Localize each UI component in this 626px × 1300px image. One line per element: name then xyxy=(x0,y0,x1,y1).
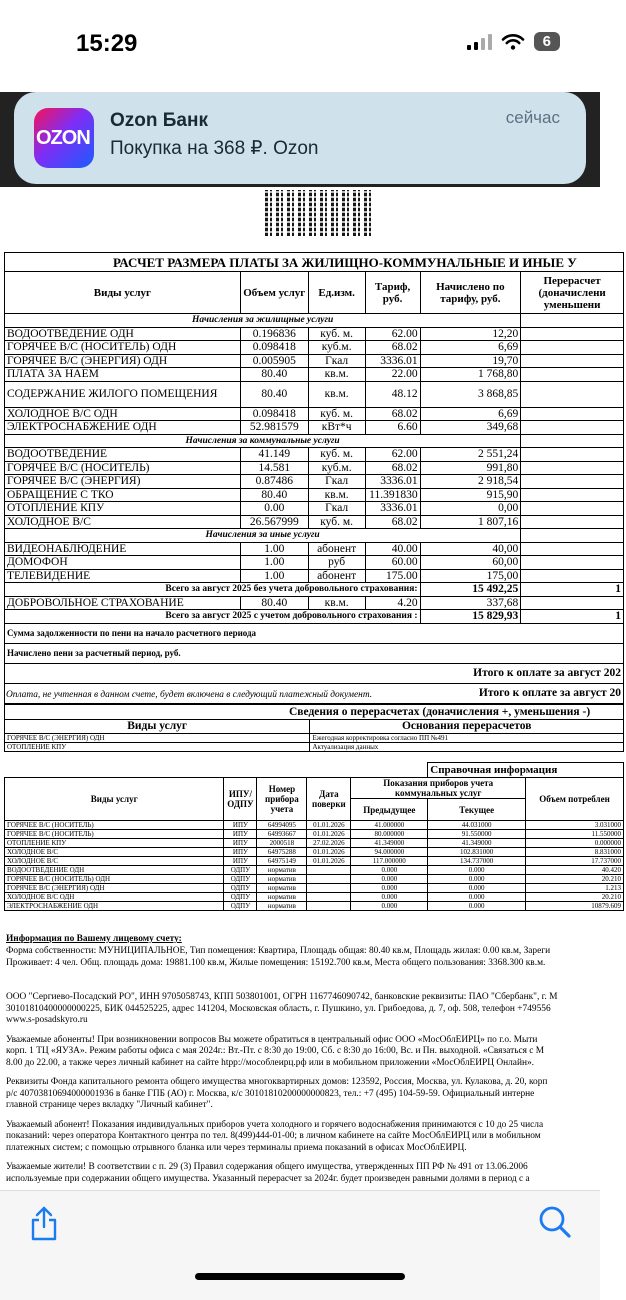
cell-name: ДОМОФОН xyxy=(5,556,241,570)
cell-vol: 0.005905 xyxy=(240,354,308,368)
reference-cell-date: 27.02.2026 xyxy=(307,839,351,848)
cell-sum: 2 551,24 xyxy=(420,448,521,462)
reference-cell-num: 2000518 xyxy=(257,839,307,848)
reference-cell-cur: 134.737000 xyxy=(428,857,526,866)
cell-recalc xyxy=(521,421,624,435)
cell-unit: куб.м. xyxy=(308,461,365,475)
reference-h_vol: Объем потреблен xyxy=(526,778,624,821)
cell-name: ПЛАТА ЗА НАЕМ xyxy=(5,368,241,382)
reference-cell-prev: 94.000000 xyxy=(351,848,428,857)
footer-line: Уважаемые жители! В соответствии с п. 29 (3) Правил содержания общего имущества, утвержденных ПП РФ № 491 от 13.06.2006 xyxy=(6,1162,528,1172)
cell-sum: 40,00 xyxy=(420,542,521,556)
cell-sum: 1 768,80 xyxy=(420,368,521,382)
cell-recalc xyxy=(521,542,624,556)
penalty-debt-row-text: Сумма задолженности по пени на начало расчетного периода xyxy=(5,623,624,643)
reference-h_services: Виды услуг xyxy=(5,778,224,821)
header-volume: Объем услуг xyxy=(240,272,308,314)
cell-unit: Гкал xyxy=(308,502,365,516)
cell-recalc xyxy=(521,341,624,355)
reference-row xyxy=(5,875,624,884)
total-label: Всего за август 2025 с учетом добровольного страхования : xyxy=(5,610,421,624)
reference-cell-type: ИПУ xyxy=(224,857,257,866)
cell-sum: 19,70 xyxy=(420,354,521,368)
reference-cell-prev: 0.000 xyxy=(351,884,428,893)
wifi-icon xyxy=(502,34,524,50)
reference-table xyxy=(4,762,624,911)
service-row xyxy=(5,421,624,435)
service-row xyxy=(5,569,624,583)
cell-unit: Гкал xyxy=(308,354,365,368)
cell-tariff: 62.00 xyxy=(365,448,420,462)
notification-time: сейчас xyxy=(505,108,560,127)
reference-cell-service: ГОРЯЧЕЕ В/С (НОСИТЕЛЬ) ОДН xyxy=(5,875,224,884)
cell-unit: кв.м. xyxy=(308,381,365,407)
reference-cell-vol: 17.737000 xyxy=(526,857,624,866)
cell-recalc xyxy=(521,502,624,516)
account-line: Проживает: 4 чел. Общ. площадь дома: 19881.100 кв.м, Жилые помещения: 15192.700 кв.м, Места общего пользования: 3368.300 кв.м. xyxy=(6,958,546,968)
reference-cell-type: ОДПУ xyxy=(224,884,257,893)
cell-name: ВОДООТВЕДЕНИЕ xyxy=(5,448,241,462)
footer-line: Реквизиты Фонда капитального ремонта общего имущества многоквартирных домов: 123592, Россия, Москва, ул. Кулакова, д. 20, корп xyxy=(6,1077,548,1087)
reference-cell-service: ХОЛОДНОЕ В/С xyxy=(5,857,224,866)
section-recalc-cell xyxy=(521,434,624,448)
service-row xyxy=(5,542,624,556)
reference-cell-service: ЭЛЕКТРОСНАБЖЕНИЕ ОДН xyxy=(5,902,224,911)
reference-title-row xyxy=(5,763,624,778)
cell-recalc xyxy=(521,407,624,421)
cell-name: ВОДООТВЕДЕНИЕ ОДН xyxy=(5,327,241,341)
section-row xyxy=(5,434,624,448)
cell-name: ВИДЕОНАБЛЮДЕНИЕ xyxy=(5,542,241,556)
recalc-reason: Ежегодная корректировка согласно ПП №491 xyxy=(310,733,624,742)
bottom-toolbar xyxy=(0,1190,600,1300)
reference-row xyxy=(5,857,624,866)
reference-cell-num: 64975149 xyxy=(257,857,307,866)
share-icon[interactable] xyxy=(28,1205,60,1241)
service-row xyxy=(5,327,624,341)
cell-name: ГОРЯЧЕЕ В/С (ЭНЕРГИЯ) xyxy=(5,475,241,489)
reference-cell-cur: 44.031000 xyxy=(428,821,526,830)
footer-line: 8.00 до 22.00, а также через личный кабинет на сайте htpp://мособлеирц.рф или в мобильном приложении «МосОблЕИРЦ Онлайн». xyxy=(6,1057,535,1068)
reference-cell-type: ОДПУ xyxy=(224,875,257,884)
cell-vol: 52.981579 xyxy=(240,421,308,435)
total-sum: 15 829,93 xyxy=(420,610,521,624)
cell-unit: Гкал xyxy=(308,475,365,489)
unpaid-note: Оплата, не учтенная в данном счете, будет включена в следующий платежный документ. xyxy=(6,690,373,700)
service-row xyxy=(5,448,624,462)
notification-message: Покупка на 368 ₽. Ozon xyxy=(110,138,319,159)
cell-vol: 80.40 xyxy=(240,488,308,502)
reference-cell-service: ГОРЯЧЕЕ В/С (НОСИТЕЛЬ) xyxy=(5,830,224,839)
total-without-insurance xyxy=(5,583,624,597)
cell-name: ГОРЯЧЕЕ В/С (ЭНЕРГИЯ) ОДН xyxy=(5,354,241,368)
total-sum: 15 492,25 xyxy=(420,583,521,597)
status-bar xyxy=(0,0,600,92)
reference-h_cur: Текущее xyxy=(428,799,526,821)
cell-tariff: 3336.01 xyxy=(365,475,420,489)
cell-unit: абонент xyxy=(308,569,365,583)
cell-sum: 6,69 xyxy=(420,341,521,355)
cell-tariff: 4.20 xyxy=(365,596,420,610)
reference-title: Справочная информация xyxy=(428,763,624,778)
reference-cell-vol: 0.000000 xyxy=(526,839,624,848)
cell-vol: 1.00 xyxy=(240,569,308,583)
reference-row xyxy=(5,893,624,902)
cell-unit: кв.м. xyxy=(308,488,365,502)
service-row xyxy=(5,407,624,421)
cell-tariff: 6.60 xyxy=(365,421,420,435)
total-extra: 1 xyxy=(521,610,624,624)
section-recalc-cell xyxy=(521,314,624,328)
service-row xyxy=(5,502,624,516)
reference-cell-prev: 41.000000 xyxy=(351,821,428,830)
cell-sum: 991,80 xyxy=(420,461,521,475)
reference-h_date: Дата поверки xyxy=(307,778,351,821)
header-unit: Ед.изм. xyxy=(308,272,365,314)
reference-cell-service: ГОРЯЧЕЕ В/С (НОСИТЕЛЬ) xyxy=(5,821,224,830)
footer-line: главной странице через вкладку "Личный кабинет". xyxy=(6,1100,213,1110)
footer-line: 30101810400000000225, БИК 044525225, адрес 141204, Московская область, г. Пушкино, ул. Грибоедова, д. 7, оф. 508, телефон +749556 xyxy=(6,1003,551,1014)
charges-header xyxy=(5,272,624,314)
recalc-table xyxy=(4,704,624,752)
cell-sum: 2 918,54 xyxy=(420,475,521,489)
clock: 15:29 xyxy=(76,30,138,57)
cell-vol: 80.40 xyxy=(240,596,308,610)
reference-cell-cur: 102.831000 xyxy=(428,848,526,857)
pay-total-row-2-text: Итого к оплате за август 20 xyxy=(5,683,624,703)
reference-cell-type: ИПУ xyxy=(224,830,257,839)
cell-name: ДОБРОВОЛЬНОЕ СТРАХОВАНИЕ xyxy=(5,596,241,610)
reference-cell-type: ОДПУ xyxy=(224,902,257,911)
cell-unit: абонент xyxy=(308,542,365,556)
reference-cell-date xyxy=(307,875,351,884)
reference-cell-cur: 41.349000 xyxy=(428,839,526,848)
reference-cell-prev: 41.349000 xyxy=(351,839,428,848)
cell-unit: куб. м. xyxy=(308,407,365,421)
reference-cell-prev: 0.000 xyxy=(351,875,428,884)
cell-unit: руб xyxy=(308,556,365,570)
cell-sum: 60,00 xyxy=(420,556,521,570)
cell-tariff: 60.00 xyxy=(365,556,420,570)
reference-cell-cur: 0.000 xyxy=(428,875,526,884)
reference-h_prev: Предыдущее xyxy=(351,799,428,821)
header-accrued: Начислено по тарифу, руб. xyxy=(420,272,521,314)
account-info-title: Информация по Вашему лицевому счету: xyxy=(6,934,182,944)
reference-cell-type: ИПУ xyxy=(224,848,257,857)
penalty-accrued-row-text: Начислено пени за расчетный период, руб. xyxy=(5,643,624,663)
cell-tariff: 68.02 xyxy=(365,341,420,355)
section-label: Начисления за жилищные услуги xyxy=(5,314,521,328)
recalc-service: ОТОПЛЕНИЕ КПУ xyxy=(5,742,310,751)
reference-cell-date xyxy=(307,884,351,893)
cell-name: СОДЕРЖАНИЕ ЖИЛОГО ПОМЕЩЕНИЯ xyxy=(5,381,241,407)
ozon-app-icon xyxy=(34,108,94,168)
reference-cell-type: ОДПУ xyxy=(224,866,257,875)
header-tariff: Тариф, руб. xyxy=(365,272,420,314)
reference-cell-service: ХОЛОДНОЕ В/С ОДН xyxy=(5,893,224,902)
cell-name: ХОЛОДНОЕ В/С xyxy=(5,515,241,529)
reference-cell-type: ИПУ xyxy=(224,839,257,848)
reference-cell-date: 01.01.2026 xyxy=(307,857,351,866)
cell-unit: куб. м. xyxy=(308,327,365,341)
reference-cell-num: норматив xyxy=(257,875,307,884)
recalc-service: ГОРЯЧЕЕ В/С (ЭНЕРГИЯ) ОДН xyxy=(5,733,310,742)
service-row xyxy=(5,488,624,502)
cell-name: ТЕЛЕВИДЕНИЕ xyxy=(5,569,241,583)
recalc-row xyxy=(5,733,624,742)
footer-line: показаний: через оператора Контактного центра по тел. 8(499)444-01-00; в личном кабинете на сайте МосОблЕИРЦ или в мобильном xyxy=(6,1131,541,1141)
recalc-col-services: Виды услуг xyxy=(5,720,310,734)
reference-cell-date: 01.01.2026 xyxy=(307,821,351,830)
recalc-col-reasons: Основания перерасчетов xyxy=(310,720,624,734)
reference-cell-service: ХОЛОДНОЕ В/С xyxy=(5,848,224,857)
reference-cell-num: 64975288 xyxy=(257,848,307,857)
cellular-signal-icon xyxy=(467,34,492,50)
cell-vol: 14.581 xyxy=(240,461,308,475)
cell-recalc xyxy=(521,569,624,583)
reference-cell-cur: 0.000 xyxy=(428,893,526,902)
cell-vol: 0.00 xyxy=(240,502,308,516)
account-line: Форма собственности: МУНИЦИПАЛЬНОЕ, Тип помещения: Квартира, Площадь общая: 80.40 кв.м, Площадь жилая: 0.00 кв.м, Зареги xyxy=(6,946,551,956)
reference-h_readings: Показания приборов учета коммунальных услуг xyxy=(351,778,526,799)
cell-recalc xyxy=(521,368,624,382)
reference-cell-num: норматив xyxy=(257,893,307,902)
reference-row xyxy=(5,839,624,848)
cell-sum: 6,69 xyxy=(420,407,521,421)
footer-line: корп. 1 ТЦ «ЯУЗА». Режим работы офиса с мая 2024г.: Вт.-Пт. с 8:30 до 19:00, Сб. с 8:30 до 16:00, Вс. и Пн. выходной. «Связаться с М xyxy=(6,1046,545,1056)
cell-name: ГОРЯЧЕЕ В/С (НОСИТЕЛЬ) xyxy=(5,461,241,475)
footer-line: www.s-posadskyro.ru xyxy=(6,1015,88,1025)
cell-tariff: 175.00 xyxy=(365,569,420,583)
cell-vol: 80.40 xyxy=(240,381,308,407)
cell-recalc xyxy=(521,596,624,610)
reference-cell-vol: 1.213 xyxy=(526,884,624,893)
cell-vol: 0.196836 xyxy=(240,327,308,341)
cell-recalc xyxy=(521,515,624,529)
cell-tariff: 40.00 xyxy=(365,542,420,556)
notification-banner[interactable] xyxy=(14,92,586,184)
total-with-insurance xyxy=(5,610,624,624)
cell-vol: 1.00 xyxy=(240,556,308,570)
cell-tariff: 48.12 xyxy=(365,381,420,407)
cell-recalc xyxy=(521,448,624,462)
footer-line: используемые при содержании общего имущества. Указанный перерасчет за 2024г. будет произведен равными долями в период с а xyxy=(6,1173,530,1184)
reference-cell-vol: 40.420 xyxy=(526,866,624,875)
footer-line: ООО "Сергиево-Посадский РО", ИНН 9705058743, КПП 503801001, ОГРН 1167746090742, банковские реквизиты: ПАО "Сбербанк", г. М xyxy=(6,992,558,1002)
cell-sum: 0,00 xyxy=(420,502,521,516)
reference-cell-service: ОТОПЛЕНИЕ КПУ xyxy=(5,839,224,848)
reference-h_ipu: ИПУ/ ОДПУ xyxy=(224,778,257,821)
header-services: Виды услуг xyxy=(5,272,241,314)
cell-sum: 3 868,85 xyxy=(420,381,521,407)
cell-recalc xyxy=(521,461,624,475)
cell-tariff: 11.391830 xyxy=(365,488,420,502)
reference-cell-num: 64993667 xyxy=(257,830,307,839)
cell-unit: куб.м. xyxy=(308,341,365,355)
service-row xyxy=(5,515,624,529)
reference-cell-prev: 0.000 xyxy=(351,893,428,902)
notification-title: Ozon Банк xyxy=(110,110,208,131)
cell-vol: 0.098418 xyxy=(240,407,308,421)
cell-recalc xyxy=(521,381,624,407)
cell-tariff: 3336.01 xyxy=(365,502,420,516)
service-row xyxy=(5,556,624,570)
penalty-debt-row xyxy=(5,623,624,643)
reference-row xyxy=(5,884,624,893)
reference-cell-date: 01.01.2026 xyxy=(307,848,351,857)
reference-row xyxy=(5,848,624,857)
cell-unit: куб. м. xyxy=(308,515,365,529)
reference-cell-vol: 20.210 xyxy=(526,893,624,902)
header-recalc: Перерасчет (доначислени уменьшени xyxy=(521,272,624,314)
section-label: Начисления за коммунальные услуги xyxy=(5,434,521,448)
cell-sum: 337,68 xyxy=(420,596,521,610)
reference-cell-prev: 80.000000 xyxy=(351,830,428,839)
cell-tariff: 68.02 xyxy=(365,461,420,475)
reference-cell-prev: 117.000000 xyxy=(351,857,428,866)
ozon-logo-text: OZON xyxy=(36,127,90,149)
reference-cell-type: ИПУ xyxy=(224,821,257,830)
cell-sum: 1 807,16 xyxy=(420,515,521,529)
qr-code xyxy=(265,190,373,236)
document-viewer[interactable] xyxy=(0,190,621,1190)
recalc-row xyxy=(5,742,624,751)
reference-title-spacer xyxy=(5,763,428,778)
cell-unit: куб. м. xyxy=(308,448,365,462)
reference-row xyxy=(5,902,624,911)
cell-name: ЭЛЕКТРОСНАБЖЕНИЕ ОДН xyxy=(5,421,241,435)
reference-cell-cur: 91.550000 xyxy=(428,830,526,839)
cell-sum: 915,90 xyxy=(420,488,521,502)
cell-vol: 26.567999 xyxy=(240,515,308,529)
reference-header xyxy=(5,778,624,799)
recalc-title: Сведения о перерасчетах (доначисления +, уменьшения -) xyxy=(5,705,624,720)
footer-line: Уважаемые абоненты! При возникновении вопросов Вы можете обратиться в центральный офис ООО «МосОблЕИРЦ» по г.о. Мыти xyxy=(6,1034,538,1045)
pay-total-row-1 xyxy=(5,663,624,683)
charges-table xyxy=(4,271,624,704)
penalty-accrued-row xyxy=(5,643,624,663)
reference-cell-cur: 0.000 xyxy=(428,866,526,875)
reference-cell-prev: 0.000 xyxy=(351,866,428,875)
cell-vol: 0.098418 xyxy=(240,341,308,355)
cell-sum: 175,00 xyxy=(420,569,521,583)
reference-cell-num: 64994095 xyxy=(257,821,307,830)
reference-cell-service: ВОДООТВЕДЕНИЕ ОДН xyxy=(5,866,224,875)
reference-cell-num: норматив xyxy=(257,884,307,893)
insurance-row xyxy=(5,596,624,610)
status-icons xyxy=(467,32,560,51)
service-row xyxy=(5,475,624,489)
footer-line: платежных систем; с помощью отрывного бланка или через терминалы приема показаний в офисах МосОблЕИРЦ. xyxy=(6,1142,467,1153)
cell-tariff: 22.00 xyxy=(365,368,420,382)
cell-sum: 12,20 xyxy=(420,327,521,341)
reference-cell-date: 01.01.2026 xyxy=(307,830,351,839)
cell-vol: 41.149 xyxy=(240,448,308,462)
reference-cell-type: ОДПУ xyxy=(224,893,257,902)
recalc-reason: Актуализация данных xyxy=(310,742,624,751)
section-row xyxy=(5,314,624,328)
cell-vol: 80.40 xyxy=(240,368,308,382)
footer-line: р/с 40703810694000001936 в банке ГПБ (АО) г. Москва, к/с 30101810200000000823, тел.: +7 (495) 104-59-59. Официальный интерне xyxy=(6,1088,535,1099)
cell-recalc xyxy=(521,475,624,489)
reference-row xyxy=(5,866,624,875)
cell-name: ОБРАЩЕНИЕ С ТКО xyxy=(5,488,241,502)
cell-tariff: 68.02 xyxy=(365,407,420,421)
battery-icon: 6 xyxy=(534,32,560,51)
reference-cell-num: норматив xyxy=(257,902,307,911)
section-label: Начисления за иные услуги xyxy=(5,529,521,543)
reference-cell-vol: 10879.609 xyxy=(526,902,624,911)
total-extra: 1 xyxy=(521,583,624,597)
home-indicator[interactable] xyxy=(195,1273,405,1280)
cell-name: ОТОПЛЕНИЕ КПУ xyxy=(5,502,241,516)
search-icon[interactable] xyxy=(538,1205,572,1239)
reference-cell-vol: 3.031000 xyxy=(526,821,624,830)
cell-tariff: 68.02 xyxy=(365,515,420,529)
reference-cell-num: норматив xyxy=(257,866,307,875)
service-row xyxy=(5,368,624,382)
cell-sum: 349,68 xyxy=(420,421,521,435)
pay-total-row-1-text: Итого к оплате за август 202 xyxy=(5,663,624,683)
document-title: РАСЧЕТ РАЗМЕРА ПЛАТЫ ЗА ЖИЛИЩНО-КОММУНАЛЬНЫЕ И ИНЫЕ У xyxy=(4,252,624,272)
cell-vol: 0.87486 xyxy=(240,475,308,489)
reference-h_num: Номер прибора учета xyxy=(257,778,307,821)
cell-name: ХОЛОДНОЕ В/С ОДН xyxy=(5,407,241,421)
reference-cell-vol: 11.550000 xyxy=(526,830,624,839)
cell-tariff: 3336.01 xyxy=(365,354,420,368)
cell-name: ГОРЯЧЕЕ В/С (НОСИТЕЛЬ) ОДН xyxy=(5,341,241,355)
cell-unit: кв.м. xyxy=(308,596,365,610)
reference-cell-service: ГОРЯЧЕЕ В/С (ЭНЕРГИЯ) ОДН xyxy=(5,884,224,893)
service-row xyxy=(5,341,624,355)
reference-cell-cur: 0.000 xyxy=(428,884,526,893)
reference-cell-date xyxy=(307,893,351,902)
reference-row xyxy=(5,830,624,839)
section-recalc-cell xyxy=(521,529,624,543)
reference-cell-date xyxy=(307,902,351,911)
total-label: Всего за август 2025 без учета добровольного страхования: xyxy=(5,583,421,597)
cell-tariff: 62.00 xyxy=(365,327,420,341)
reference-cell-prev: 0.000 xyxy=(351,902,428,911)
footer-line: Уважаемый абонент! Показания индивидуальных приборов учета холодного и горячего водоснабжения принимаются с 10 до 25 числа xyxy=(6,1119,544,1130)
cell-recalc xyxy=(521,354,624,368)
service-row xyxy=(5,461,624,475)
cell-recalc xyxy=(521,327,624,341)
reference-cell-cur: 0.000 xyxy=(428,902,526,911)
cell-recalc xyxy=(521,488,624,502)
reference-cell-vol: 8.831000 xyxy=(526,848,624,857)
service-row xyxy=(5,381,624,407)
cell-recalc xyxy=(521,556,624,570)
service-row xyxy=(5,354,624,368)
reference-cell-vol: 20.210 xyxy=(526,875,624,884)
reference-cell-date xyxy=(307,866,351,875)
cell-vol: 1.00 xyxy=(240,542,308,556)
reference-row xyxy=(5,821,624,830)
cell-unit: кв.м. xyxy=(308,368,365,382)
section-row xyxy=(5,529,624,543)
cell-unit: кВт*ч xyxy=(308,421,365,435)
